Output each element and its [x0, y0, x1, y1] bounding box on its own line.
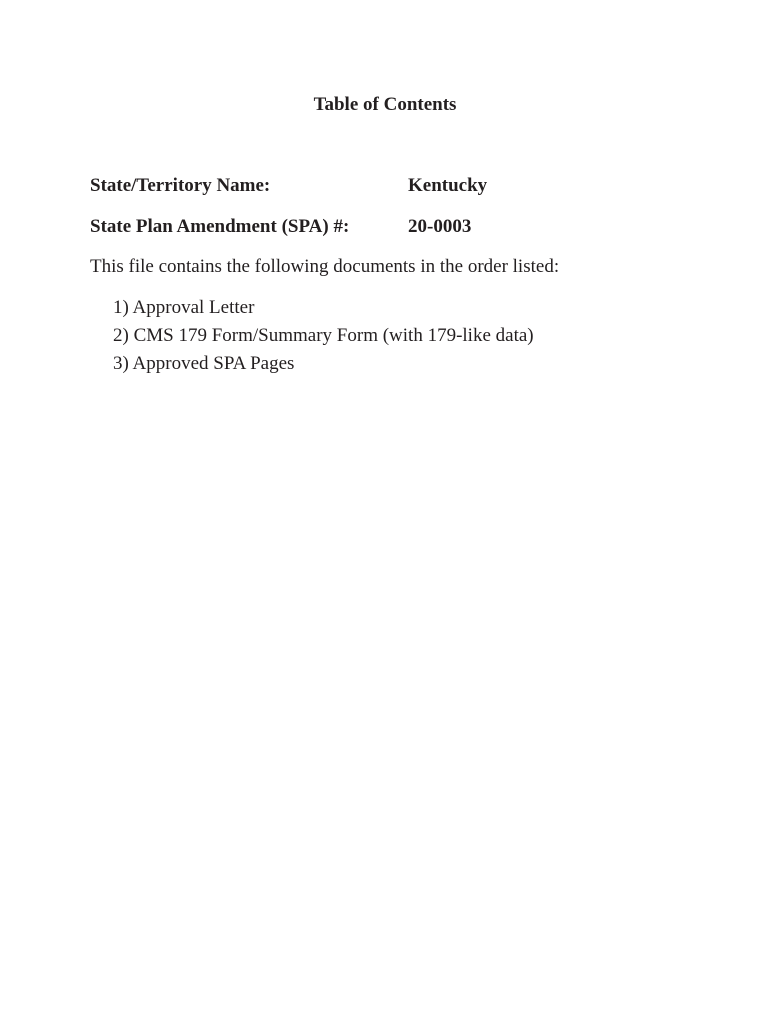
page-title: Table of Contents — [313, 94, 457, 115]
spa-number-row — [90, 215, 710, 239]
document-list — [113, 294, 534, 378]
spa-number-label: State Plan Amendment (SPA) #: — [90, 216, 350, 237]
state-name-row — [90, 174, 710, 198]
list-item-cms-179-form: 2) CMS 179 Form/Summary Form (with 179-like data) — [113, 325, 534, 346]
list-item-approved-spa-pages: 3) Approved SPA Pages — [113, 353, 295, 374]
spa-number-value: 20-0003 — [408, 216, 472, 237]
list-item-approval-letter: 1) Approval Letter — [113, 297, 255, 318]
state-name-value: Kentucky — [408, 175, 488, 196]
intro-text: This file contains the following documents in the order listed: — [90, 256, 560, 277]
state-name-label: State/Territory Name: — [90, 175, 271, 196]
